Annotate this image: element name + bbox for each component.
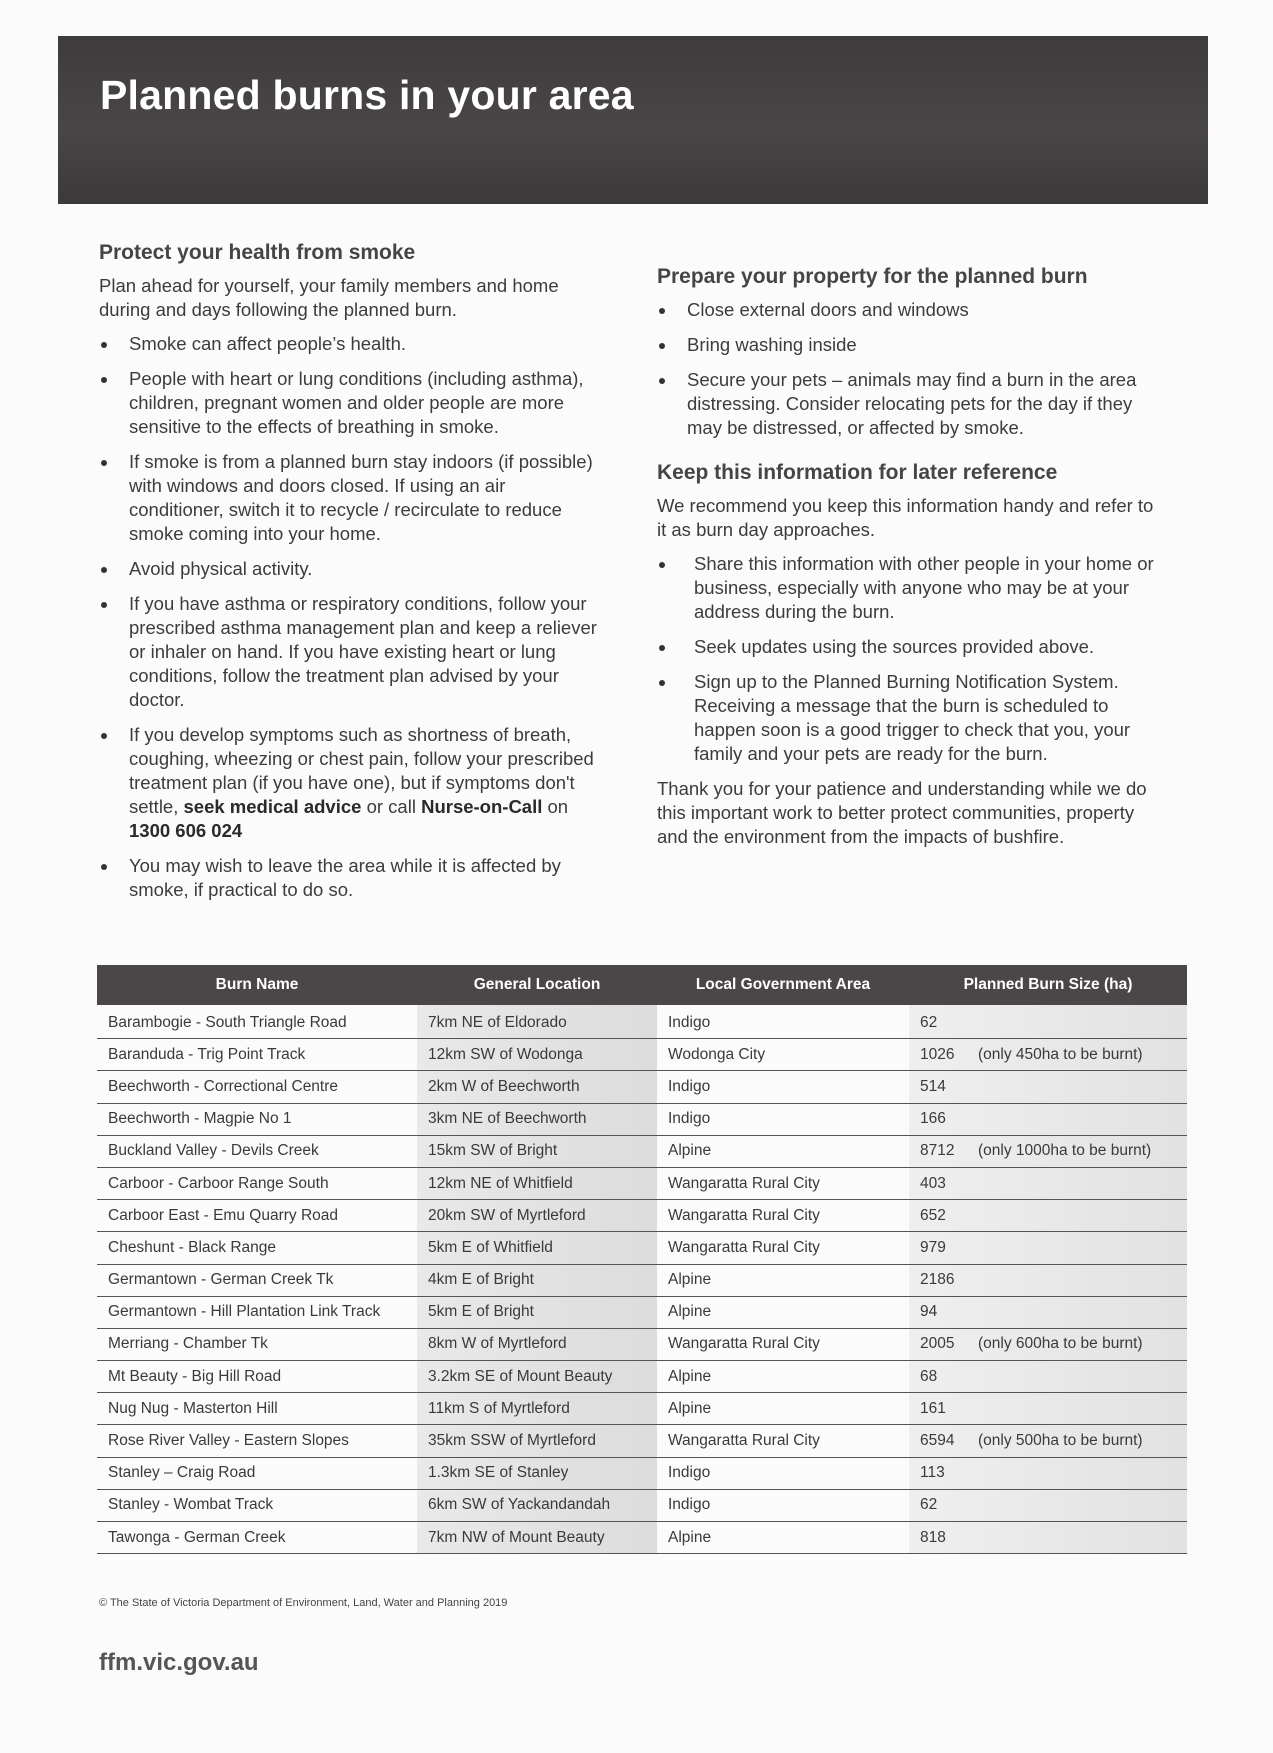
header-burn-size: Planned Burn Size (ha) — [909, 965, 1187, 1005]
burn-name: Carboor - Carboor Range South — [97, 1167, 417, 1199]
lga: Wangaratta Rural City — [657, 1200, 909, 1232]
list-item: If smoke is from a planned burn stay indoors (if possible) with windows and doors closed. If using an air conditioner, switch it to recycle / recirculate to reduce smoke coming into your home. — [99, 450, 599, 546]
burn-name: Stanley - Wombat Track — [97, 1489, 417, 1521]
list-item: Smoke can affect people’s health. — [99, 332, 599, 356]
list-item-symptoms — [99, 723, 599, 843]
property-section — [657, 262, 1157, 859]
health-heading: Protect your health from smoke — [99, 241, 416, 264]
list-item: If you have asthma or respiratory conditions, follow your prescribed asthma management plan and keep a reliever or inhaler on hand. If you have existing heart or lung conditions, follow the treatment plan advised by your doctor. — [99, 592, 599, 712]
list-item: Sign up to the Planned Burning Notification System. Receiving a message that the burn is scheduled to happen soon is a good trigger to check that you, your family and your pets are ready for the burn. — [657, 670, 1157, 766]
health-intro: Plan ahead for yourself, your family members and home during and days following the planned burn. — [99, 275, 559, 320]
table-row — [97, 1039, 1187, 1071]
general-location: 12km NE of Whitfield — [417, 1167, 657, 1199]
burn-name: Cheshunt - Black Range — [97, 1232, 417, 1264]
table-row — [97, 1489, 1187, 1521]
burn-size-cell — [909, 1200, 1187, 1232]
burn-size: 979 — [920, 1238, 946, 1256]
general-location: 11km S of Myrtleford — [417, 1393, 657, 1425]
lga: Alpine — [657, 1361, 909, 1393]
table-header-row — [97, 965, 1187, 1005]
general-location: 15km SW of Bright — [417, 1135, 657, 1167]
general-location: 3km NE of Beechworth — [417, 1103, 657, 1135]
burn-size: 514 — [920, 1077, 946, 1095]
burn-size-cell — [909, 1039, 1187, 1071]
table-row — [97, 1103, 1187, 1135]
table-row — [97, 1361, 1187, 1393]
burn-size: 161 — [920, 1399, 946, 1417]
keep-list — [657, 552, 1157, 766]
header-banner — [58, 36, 1208, 204]
burn-size: 166 — [920, 1110, 946, 1128]
burn-size-cell — [909, 1071, 1187, 1103]
general-location: 7km NW of Mount Beauty — [417, 1522, 657, 1554]
general-location: 8km W of Myrtleford — [417, 1328, 657, 1360]
general-location: 5km E of Whitfield — [417, 1232, 657, 1264]
burn-size-cell — [909, 1005, 1187, 1039]
burn-size: 1026 — [920, 1045, 955, 1063]
burn-size: 62 — [920, 1496, 938, 1514]
website-link[interactable]: ffm.vic.gov.au — [99, 1649, 259, 1676]
symptoms-on: on — [547, 796, 569, 817]
lga: Indigo — [657, 1457, 909, 1489]
general-location: 7km NE of Eldorado — [417, 1005, 657, 1039]
general-location: 5km E of Bright — [417, 1296, 657, 1328]
burn-size-note: (only 450ha to be burnt) — [978, 1045, 1143, 1063]
burn-size: 8712 — [920, 1142, 955, 1160]
list-item: People with heart or lung conditions (including asthma), children, pregnant women and older people are more sensitive to the effects of breathing in smoke. — [99, 367, 599, 439]
burn-size: 818 — [920, 1528, 946, 1546]
burn-size-cell — [909, 1135, 1187, 1167]
health-list — [99, 332, 599, 902]
seek-medical-advice: seek medical advice — [183, 796, 362, 817]
burn-size-cell — [909, 1489, 1187, 1521]
burn-size-cell — [909, 1167, 1187, 1199]
burn-name: Beechworth - Correctional Centre — [97, 1071, 417, 1103]
table-row — [97, 1393, 1187, 1425]
list-item: Secure your pets – animals may find a burn in the area distressing. Consider relocating pets for the day if they may be distressed, or affected by smoke. — [657, 368, 1157, 440]
table-row — [97, 1232, 1187, 1264]
burn-size-cell — [909, 1232, 1187, 1264]
table-row — [97, 1005, 1187, 1039]
table-row — [97, 1457, 1187, 1489]
lga: Indigo — [657, 1071, 909, 1103]
burn-size-cell — [909, 1296, 1187, 1328]
table-row — [97, 1296, 1187, 1328]
burn-size: 403 — [920, 1174, 946, 1192]
burn-name: Nug Nug - Masterton Hill — [97, 1393, 417, 1425]
table-row — [97, 1167, 1187, 1199]
lga: Alpine — [657, 1135, 909, 1167]
table-row — [97, 1200, 1187, 1232]
general-location: 4km E of Bright — [417, 1264, 657, 1296]
burn-size-note: (only 500ha to be burnt) — [978, 1432, 1143, 1450]
table-row — [97, 1425, 1187, 1457]
table-row — [97, 1328, 1187, 1360]
lga: Wodonga City — [657, 1039, 909, 1071]
general-location: 1.3km SE of Stanley — [417, 1457, 657, 1489]
lga: Indigo — [657, 1489, 909, 1521]
symptoms-text: If you develop symptoms such as shortness of breath, coughing, wheezing or chest pain, follow your prescribed treatment plan (if you have one), but if symptoms don't settle, — [129, 724, 594, 817]
copyright: © The State of Victoria Department of Environment, Land, Water and Planning 2019 — [99, 1597, 508, 1609]
list-item: Avoid physical activity. — [99, 557, 599, 581]
burn-name: Germantown - Hill Plantation Link Track — [97, 1296, 417, 1328]
lga: Alpine — [657, 1522, 909, 1554]
list-item: Bring washing inside — [657, 333, 1157, 357]
burn-size: 62 — [920, 1013, 938, 1031]
list-item: Close external doors and windows — [657, 298, 1157, 322]
header-burn-name: Burn Name — [97, 965, 417, 1005]
burn-size-cell — [909, 1103, 1187, 1135]
table-row — [97, 1071, 1187, 1103]
burn-name: Mt Beauty - Big Hill Road — [97, 1361, 417, 1393]
nurse-on-call: Nurse-on-Call — [421, 796, 543, 817]
list-item: You may wish to leave the area while it is affected by smoke, if practical to do so. — [99, 854, 599, 902]
nurse-on-call-number: 1300 606 024 — [129, 820, 243, 841]
thanks-text: Thank you for your patience and understanding while we do this important work to better protect communities, property and the environment from the impacts of bushfire. — [657, 778, 1147, 847]
health-section — [99, 238, 599, 913]
planned-burns-table — [97, 965, 1187, 1554]
general-location: 3.2km SE of Mount Beauty — [417, 1361, 657, 1393]
general-location: 6km SW of Yackandandah — [417, 1489, 657, 1521]
burn-name: Tawonga - German Creek — [97, 1522, 417, 1554]
property-heading: Prepare your property for the planned burn — [657, 265, 1088, 288]
burn-size-cell — [909, 1361, 1187, 1393]
burn-size: 2186 — [920, 1271, 955, 1289]
general-location: 12km SW of Wodonga — [417, 1039, 657, 1071]
lga: Wangaratta Rural City — [657, 1328, 909, 1360]
burn-size: 6594 — [920, 1432, 955, 1450]
burn-size: 113 — [920, 1464, 945, 1482]
lga: Indigo — [657, 1005, 909, 1039]
burn-name: Barambogie - South Triangle Road — [97, 1005, 417, 1039]
burn-size: 94 — [920, 1303, 938, 1321]
general-location: 35km SSW of Myrtleford — [417, 1425, 657, 1457]
burn-name: Rose River Valley - Eastern Slopes — [97, 1425, 417, 1457]
header-lga: Local Government Area — [657, 965, 909, 1005]
property-list — [657, 298, 1157, 440]
burn-size: 68 — [920, 1367, 938, 1385]
list-item: Seek updates using the sources provided above. — [657, 635, 1157, 659]
table-row — [97, 1264, 1187, 1296]
general-location: 20km SW of Myrtleford — [417, 1200, 657, 1232]
lga: Wangaratta Rural City — [657, 1232, 909, 1264]
lga: Indigo — [657, 1103, 909, 1135]
burn-size-cell — [909, 1457, 1187, 1489]
burn-name: Buckland Valley - Devils Creek — [97, 1135, 417, 1167]
list-item: Share this information with other people in your home or business, especially with anyone who may be at your address during the burn. — [657, 552, 1157, 624]
burn-name: Carboor East - Emu Quarry Road — [97, 1200, 417, 1232]
lga: Wangaratta Rural City — [657, 1167, 909, 1199]
burn-name: Baranduda - Trig Point Track — [97, 1039, 417, 1071]
lga: Wangaratta Rural City — [657, 1425, 909, 1457]
lga: Alpine — [657, 1264, 909, 1296]
burn-size: 652 — [920, 1206, 946, 1224]
burn-name: Stanley – Craig Road — [97, 1457, 417, 1489]
burn-size-cell — [909, 1264, 1187, 1296]
burn-size-cell — [909, 1425, 1187, 1457]
header-general-location: General Location — [417, 965, 657, 1005]
burn-name: Merriang - Chamber Tk — [97, 1328, 417, 1360]
table-row — [97, 1135, 1187, 1167]
burn-name: Germantown - German Creek Tk — [97, 1264, 417, 1296]
burn-size: 2005 — [920, 1335, 955, 1353]
general-location: 2km W of Beechworth — [417, 1071, 657, 1103]
lga: Alpine — [657, 1296, 909, 1328]
symptoms-or-call: or call — [366, 796, 416, 817]
burn-size-cell — [909, 1522, 1187, 1554]
lga: Alpine — [657, 1393, 909, 1425]
burn-size-note: (only 1000ha to be burnt) — [978, 1142, 1152, 1160]
burn-size-cell — [909, 1328, 1187, 1360]
page-title: Planned burns in your area — [100, 72, 634, 118]
keep-intro: We recommend you keep this information handy and refer to it as burn day approaches. — [657, 495, 1154, 540]
keep-heading: Keep this information for later reference — [657, 461, 1058, 484]
table-row — [97, 1522, 1187, 1554]
burn-size-cell — [909, 1393, 1187, 1425]
burn-size-note: (only 600ha to be burnt) — [978, 1335, 1143, 1353]
burn-name: Beechworth - Magpie No 1 — [97, 1103, 417, 1135]
